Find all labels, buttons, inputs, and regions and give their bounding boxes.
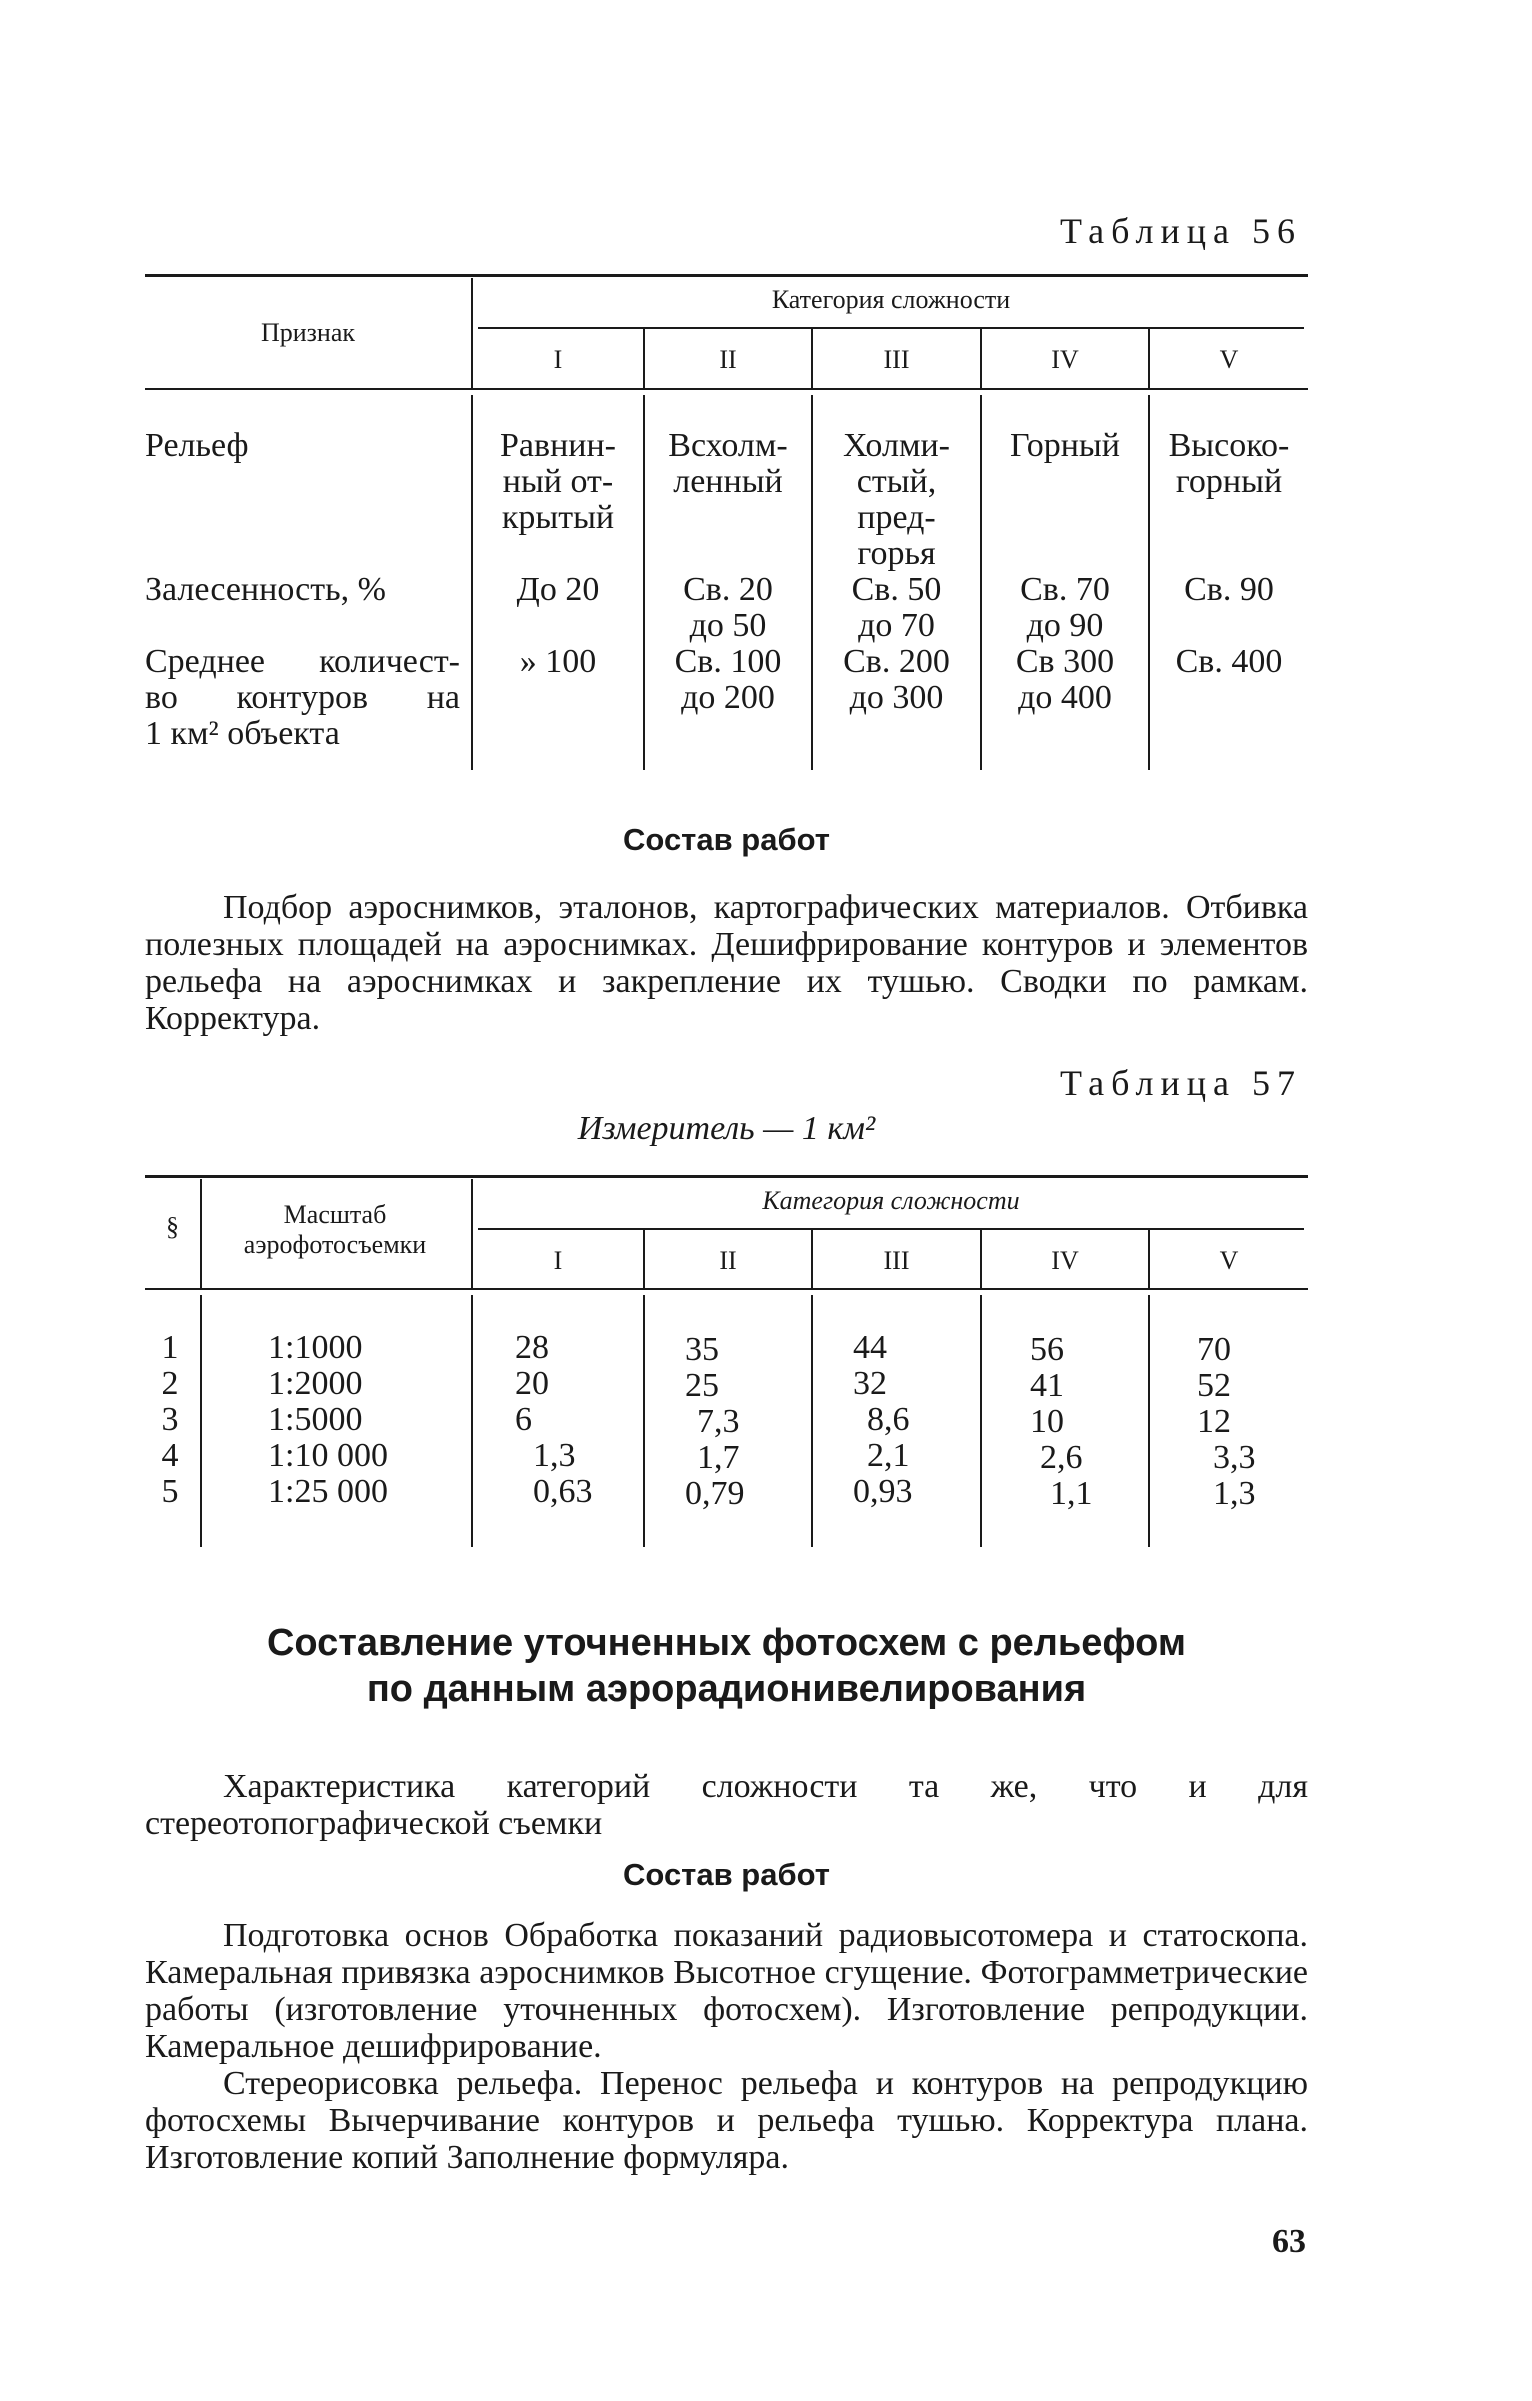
table-cell: 0,79	[685, 1475, 745, 1512]
table-cell: 1,1	[1050, 1475, 1093, 1512]
table-cell: 1:10 000	[268, 1437, 388, 1474]
table-cell: 1,3	[1213, 1475, 1256, 1512]
table-cell: 12	[1197, 1403, 1231, 1440]
table-cell: 25	[685, 1367, 719, 1404]
category-label: III	[883, 345, 910, 374]
category-column	[1030, 1332, 1140, 1512]
table-cell: 1:5000	[268, 1401, 363, 1438]
table-57-caption: Таблица 57	[1060, 1063, 1302, 1103]
table-cell: Св. 400	[1175, 643, 1283, 680]
table-cell: Св. 100 до 200	[674, 643, 782, 716]
category-column	[685, 1332, 805, 1512]
table-cell: Холми- стый, пред- горья	[843, 427, 950, 572]
table-vline	[1148, 1295, 1150, 1547]
table-cell: Высоко- горный	[1168, 427, 1290, 500]
table-vline	[811, 1295, 813, 1547]
row-label: Среднее количест- во контуров на 1 км² объекта	[145, 643, 460, 752]
table-cell: » 100	[519, 643, 597, 680]
category-column	[1197, 1332, 1307, 1512]
category-label: I	[553, 1246, 563, 1275]
table-cell: 1	[161, 1329, 179, 1366]
table-cell: 20	[515, 1365, 549, 1402]
table-rule-top	[145, 274, 1308, 277]
table-cell: 0,93	[853, 1473, 913, 1510]
table-cell: 41	[1030, 1367, 1064, 1404]
category-label: IV	[1051, 345, 1079, 374]
table-cell: 35	[685, 1331, 719, 1368]
table-cell: 7,3	[697, 1403, 740, 1440]
table-cell: 44	[853, 1329, 887, 1366]
category-label: I	[553, 345, 563, 374]
table-cell: Св 300 до 400	[1015, 643, 1115, 716]
table-cell: 6	[515, 1401, 532, 1438]
category-column	[853, 1330, 973, 1510]
row-numbers	[145, 1330, 195, 1510]
table-cell: 2	[161, 1365, 179, 1402]
section-paragraph: Подготовка основ Обработка показаний радиовысотомера и статоскопа. Камеральная привязка аэроснимков Высотное сгущение. Фотограмметрические работы (изготовление уточненных фотосхем). Изготовление репродукции. Камеральное дешифрирование.	[145, 1917, 1308, 2065]
category-label: V	[1219, 1246, 1239, 1275]
table-cell: 1:2000	[268, 1365, 363, 1402]
table-cell: Равнин- ный от- крытый	[500, 427, 616, 536]
table-cell: 10	[1030, 1403, 1064, 1440]
table-cell: 32	[853, 1365, 887, 1402]
category-header: Категория сложности	[771, 285, 1011, 314]
table-cell: 3,3	[1213, 1439, 1256, 1476]
table-rule-header-bottom	[145, 1288, 1308, 1290]
table-cell: 5	[161, 1473, 179, 1510]
table-cell: Св. 20 до 50	[683, 571, 773, 644]
scale-header: Масштаб аэрофотосъемки	[243, 1200, 427, 1259]
table-cell: 2,6	[1040, 1439, 1083, 1476]
table-cell: Горный	[1010, 427, 1120, 464]
category-label: IV	[1051, 1246, 1079, 1275]
feature-header: Признак	[260, 318, 356, 347]
table-57-meter: Измеритель — 1 км²	[577, 1110, 876, 1147]
table-cell: 52	[1197, 1367, 1231, 1404]
row-label: Залесенность, %	[145, 571, 386, 608]
table-cell: Св. 200 до 300	[843, 643, 950, 716]
category-label: V	[1219, 345, 1239, 374]
section-paragraph: Подбор аэроснимков, эталонов, картографических материалов. Отбивка полезных площадей на аэроснимках. Дешифрирование контуров и элементов рельефа на аэроснимках и закрепление их тушью. Сводки по рамкам. Корректура.	[145, 889, 1308, 1037]
table-rule-subheader	[478, 327, 1304, 329]
table-cell: 4	[161, 1437, 179, 1474]
num-header: §	[166, 1212, 179, 1241]
table-cell: Всхолм- ленный	[668, 427, 788, 500]
table-cell: 1,3	[533, 1437, 576, 1474]
table-cell: До 20	[516, 571, 600, 608]
section-title: Составление уточненных фотосхем с рельефом по данным аэрорадионивелирования	[266, 1622, 1187, 1710]
table-cell: 8,6	[867, 1401, 910, 1438]
category-label: II	[719, 345, 737, 374]
category-header: Категория сложности	[762, 1186, 1020, 1215]
category-label: III	[883, 1246, 910, 1275]
table-cell: Св. 90	[1184, 571, 1274, 608]
table-cell: 70	[1197, 1331, 1231, 1368]
table-vline	[980, 1295, 982, 1547]
section-intro: Характеристика категорий сложности та же, что и для стереотопографической съемки	[145, 1768, 1308, 1842]
table-cell: 0,63	[533, 1473, 593, 1510]
table-rule-top	[145, 1175, 1308, 1178]
table-cell: 1:1000	[268, 1329, 363, 1366]
category-label: II	[719, 1246, 737, 1275]
table-56-caption: Таблица 56	[1060, 211, 1302, 251]
page-number: 63	[1272, 2223, 1306, 2260]
scale-column	[268, 1330, 458, 1510]
table-cell: Св. 70 до 90	[1020, 571, 1110, 644]
table-cell: 3	[161, 1401, 179, 1438]
table-rule-header-bottom	[145, 388, 1308, 390]
table-vline	[643, 1295, 645, 1547]
table-cell: 1,7	[697, 1439, 740, 1476]
table-rule-subheader	[478, 1228, 1304, 1230]
category-column	[515, 1330, 635, 1510]
section-heading: Состав работ	[623, 822, 830, 857]
table-cell: 1:25 000	[268, 1473, 388, 1510]
section-heading: Состав работ	[623, 1857, 830, 1892]
row-label: Рельеф	[145, 427, 249, 464]
table-vline	[200, 1179, 202, 1290]
table-cell: 2,1	[867, 1437, 910, 1474]
table-cell: 28	[515, 1329, 549, 1366]
table-vline	[471, 1295, 473, 1547]
table-vline	[200, 1295, 202, 1547]
table-cell: Св. 50 до 70	[851, 571, 942, 644]
section-paragraph: Стереорисовка рельефа. Перенос рельефа и контуров на репродукцию фотосхемы Вычерчивание контуров и рельефа тушью. Корректура плана. Изготовление копий Заполнение формуляра.	[145, 2065, 1308, 2176]
table-cell: 56	[1030, 1331, 1064, 1368]
